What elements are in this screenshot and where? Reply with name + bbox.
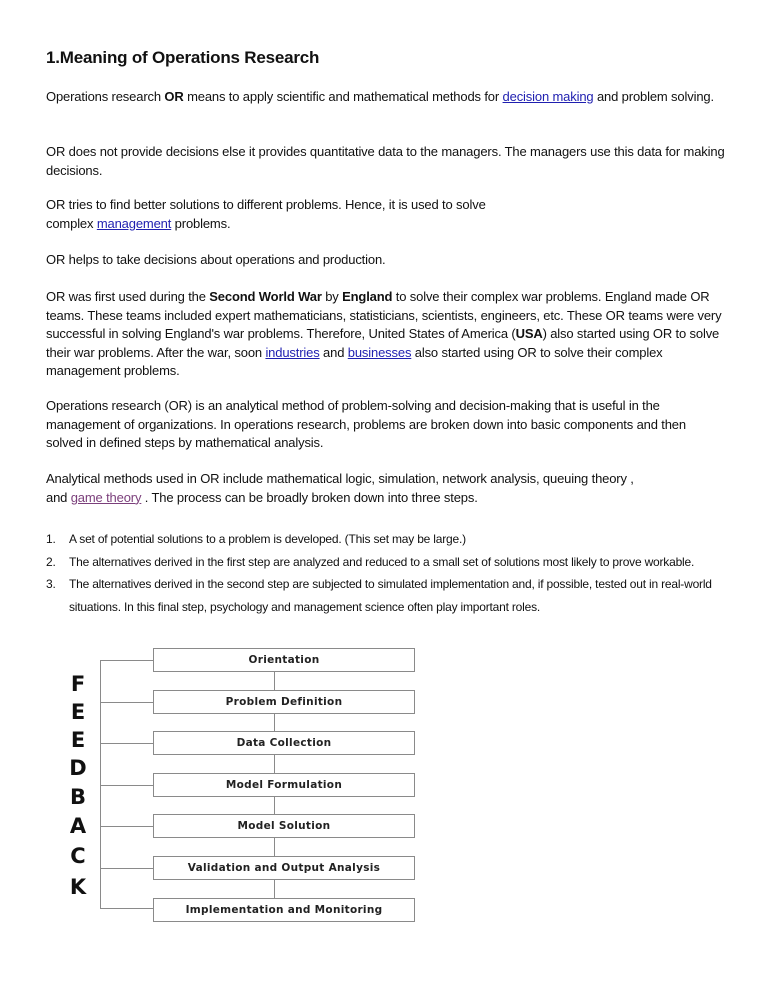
text: and xyxy=(46,489,71,505)
text: OR tries to find better solutions to different problems. Hence, it is used to solve xyxy=(46,197,486,212)
link-businesses[interactable]: businesses xyxy=(347,344,412,360)
feedback-letter: D xyxy=(69,756,87,780)
text: OR was first used during the xyxy=(46,289,210,304)
text: to solve their complex war problems. England made OR teams. These teams included expert mathematicians, statisticians, scientists, engineers, etc. These OR teams were very successful in solving England's war problems. Therefore, United States of America ( xyxy=(46,289,722,341)
link-decision-making[interactable]: decision making xyxy=(502,89,594,104)
feedback-letter: C xyxy=(70,844,86,868)
list-number: 1. xyxy=(46,532,56,546)
feedback-branch xyxy=(100,785,153,786)
stage-implementation-monitoring: Implementation and Monitoring xyxy=(153,898,415,922)
list-number: 2. xyxy=(46,554,56,569)
list-item-text: The alternatives derived in the second step are subjected to simulated implementation and, if possible, tested out in real-world situations. In this final step, psychology and management science often play important roles. xyxy=(69,577,712,614)
text: also started using OR to solve their complex management problems. xyxy=(46,344,663,378)
paragraph-definition xyxy=(46,88,726,107)
feedback-letter: E xyxy=(70,728,86,752)
text: and problem solving. xyxy=(593,89,714,104)
feedback-letter: E xyxy=(70,700,86,724)
list-number: 3. xyxy=(46,577,56,591)
stage-problem-definition: Problem Definition xyxy=(153,690,415,714)
connector xyxy=(274,797,275,814)
stage-model-solution: Model Solution xyxy=(153,814,415,838)
feedback-letter: B xyxy=(69,785,86,809)
feedback-letter: K xyxy=(69,875,87,899)
text: by xyxy=(321,289,343,304)
stage-orientation: Orientation xyxy=(153,648,415,672)
feedback-branch xyxy=(100,826,153,827)
steps-list xyxy=(46,528,736,618)
list-item-text: A set of potential solutions to a problem is developed. (This set may be large.) xyxy=(69,532,466,546)
bold-text: OR xyxy=(164,89,184,104)
paragraph-analytical-methods-list xyxy=(46,470,726,507)
feedback-branch xyxy=(100,660,153,661)
paragraph-operations-production: OR helps to take decisions about operations and production. xyxy=(46,252,386,267)
link-industries[interactable]: industries xyxy=(265,344,320,360)
feedback-letter: F xyxy=(70,672,86,696)
feedback-branch xyxy=(100,908,153,909)
feedback-letter: A xyxy=(69,814,87,838)
text: complex xyxy=(46,215,97,231)
stage-model-formulation: Model Formulation xyxy=(153,773,415,797)
list-item-text: The alternatives derived in the first step are analyzed and reduced to a small set of solutions most likely to prove workable. xyxy=(69,554,695,569)
feedback-line xyxy=(100,660,101,908)
bold-text: USA xyxy=(515,326,543,341)
feedback-branch xyxy=(100,702,153,703)
connector xyxy=(274,880,275,898)
bold-text: England xyxy=(342,289,393,304)
paragraph-better-solutions xyxy=(46,196,726,233)
text: ) also started using OR to solve their war problems. After the war, soon xyxy=(46,326,720,360)
connector xyxy=(274,838,275,856)
paragraph-history xyxy=(46,288,726,381)
text: Analytical methods used in OR include mathematical logic, simulation, network analysis, queuing theory , xyxy=(46,471,634,486)
bold-text: Second World War xyxy=(209,289,322,304)
text: problems. xyxy=(171,215,231,231)
connector xyxy=(274,672,275,690)
text: means to apply scientific and mathematical methods for xyxy=(183,89,503,104)
list-item xyxy=(46,551,736,574)
paragraph-quantitative-data: OR does not provide decisions else it provides quantitative data to the managers. The managers use this data for making decisions. xyxy=(46,144,725,178)
link-management[interactable]: management xyxy=(96,215,172,231)
text: and xyxy=(319,344,348,360)
stage-data-collection: Data Collection xyxy=(153,731,415,755)
page-title: 1.Meaning of Operations Research xyxy=(46,48,320,67)
list-item xyxy=(46,573,736,618)
feedback-branch xyxy=(100,743,153,744)
connector xyxy=(274,714,275,731)
list-item xyxy=(46,528,736,551)
paragraph-analytical-method: Operations research (OR) is an analytical method of problem-solving and decision-making that is useful in the management of organizations. In operations research, problems are broken down into basic components and then solved in defined steps by mathematical analysis. xyxy=(46,398,686,450)
feedback-branch xyxy=(100,868,153,869)
text: Operations research xyxy=(46,89,165,104)
link-game-theory[interactable]: game theory xyxy=(70,489,142,505)
text: . The process can be broadly broken down into three steps. xyxy=(141,489,478,505)
stage-validation-output-analysis: Validation and Output Analysis xyxy=(153,856,415,880)
connector xyxy=(274,755,275,773)
